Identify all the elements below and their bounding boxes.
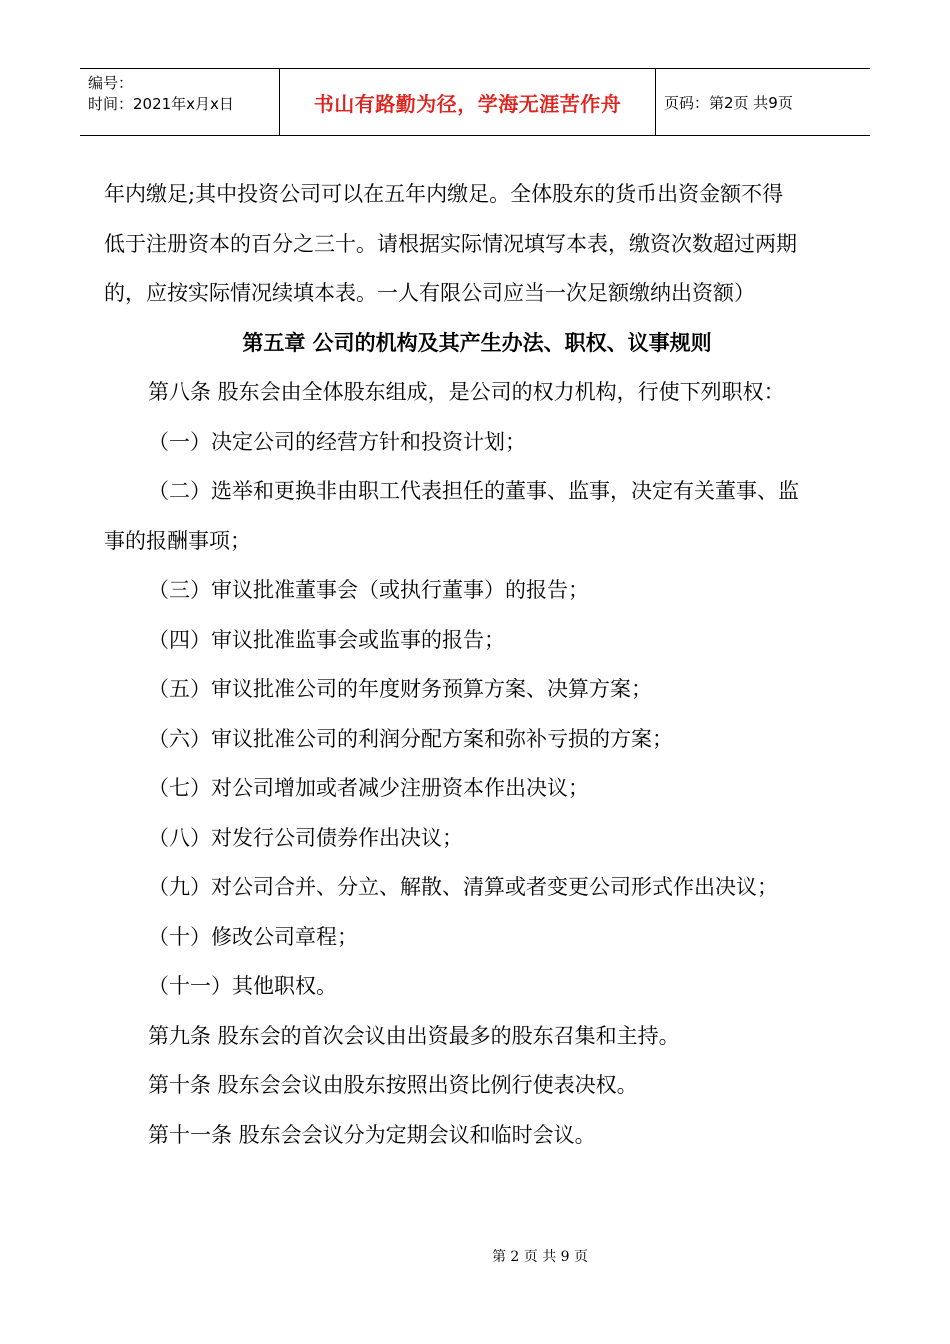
document-body xyxy=(104,170,850,1160)
article-9: 第九条 股东会的首次会议由出资最多的股东召集和主持。 xyxy=(148,1023,680,1048)
body-line: 的，应按实际情况续填本表。一人有限公司应当一次足额缴纳出资额） xyxy=(104,281,755,305)
list-item: （二）选举和更换非由职工代表担任的董事、监事，决定有关董事、监 xyxy=(148,479,799,503)
list-item: （四）审议批准监事会或监事的报告； xyxy=(148,627,505,652)
header-meta xyxy=(80,69,280,135)
list-item: （一）决定公司的经营方针和投资计划； xyxy=(148,429,526,454)
body-line: 年内缴足;其中投资公司可以在五年内缴足。全体股东的货币出资金额不得 xyxy=(104,182,784,206)
list-item: （九）对公司合并、分立、解散、清算或者变更公司形式作出决议； xyxy=(148,875,778,899)
article-11: 第十一条 股东会会议分为定期会议和临时会议。 xyxy=(148,1122,596,1147)
page-header xyxy=(80,68,870,136)
chapter-title: 第五章 公司的机构及其产生办法、职权、议事规则 xyxy=(242,330,712,355)
list-item-continuation: 事的报酬事项； xyxy=(104,528,251,553)
list-item: （十一）其他职权。 xyxy=(148,974,337,998)
list-item: （三）审议批准董事会（或执行董事）的报告； xyxy=(148,578,589,602)
list-item: （五）审议批准公司的年度财务预算方案、决算方案； xyxy=(148,677,652,701)
page-footer: 第 2 页 共 9 页 xyxy=(491,1249,589,1265)
body-line: 低于注册资本的百分之三十。请根据实际情况填写本表，缴资次数超过两期 xyxy=(104,231,797,256)
article-8: 第八条 股东会由全体股东组成，是公司的权力机构，行使下列职权： xyxy=(148,380,785,404)
list-item: （七）对公司增加或者减少注册资本作出决议； xyxy=(148,776,589,800)
time-label: 时间：2021年x月x日 xyxy=(88,95,234,113)
header-motto: 书山有路勤为径，学海无涯苦作舟 xyxy=(280,69,656,135)
list-item: （八）对发行公司债券作出决议； xyxy=(148,825,463,850)
article-10: 第十条 股东会会议由股东按照出资比例行使表决权。 xyxy=(148,1073,638,1097)
list-item: （十）修改公司章程； xyxy=(148,924,358,949)
code-label: 编号： xyxy=(88,74,134,92)
list-item: （六）审议批准公司的利润分配方案和弥补亏损的方案； xyxy=(148,726,673,751)
header-page-number: 页码：第2页 共9页 xyxy=(664,93,793,112)
